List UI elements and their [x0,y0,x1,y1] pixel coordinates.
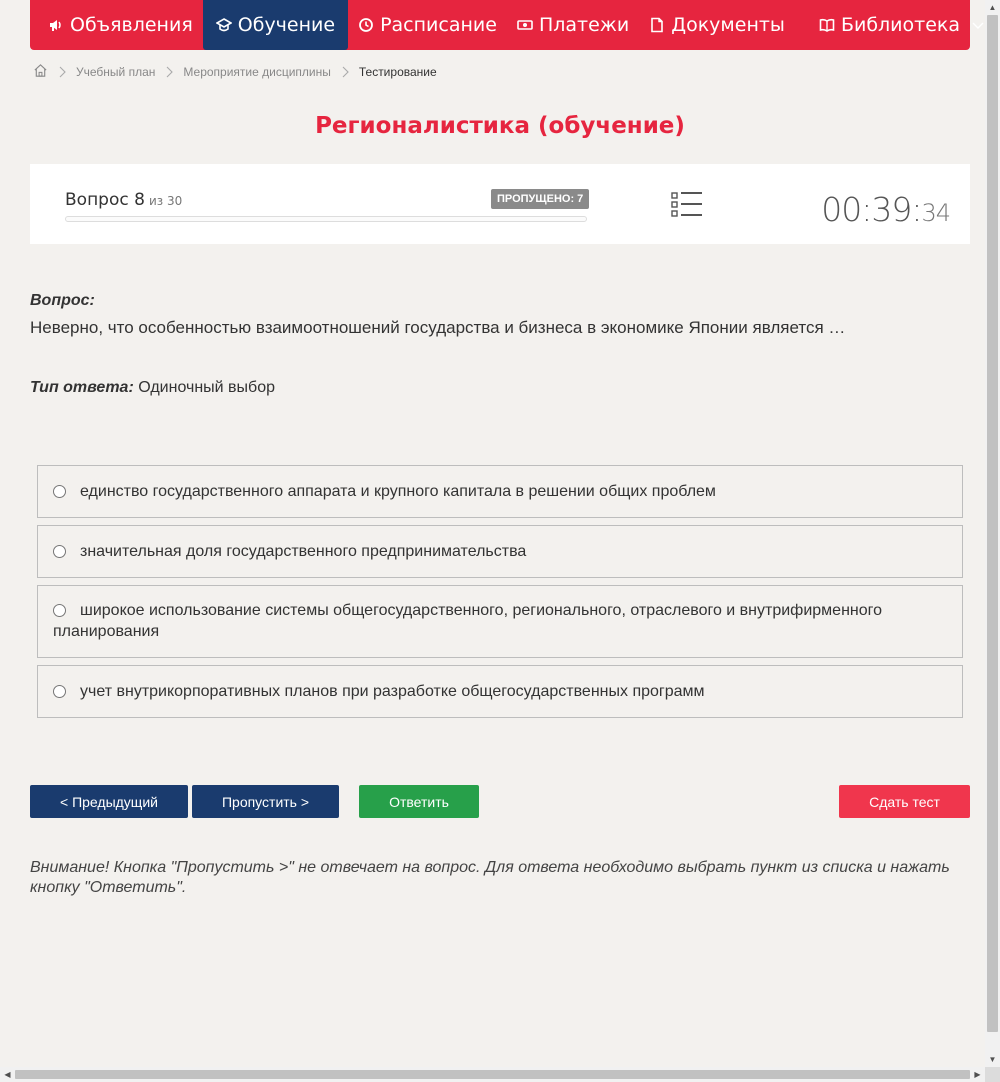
scroll-up-icon[interactable]: ▲ [988,3,997,12]
nav-item-label: Расписание [380,14,497,36]
nav-item-payments[interactable] [507,0,639,50]
answer-option-text: значительная доля государственного предпринимательства [80,543,527,560]
question-total: из 30 [148,194,183,208]
answer-option[interactable] [37,465,963,518]
radio-button[interactable] [53,604,66,617]
document-icon [649,17,665,33]
previous-button[interactable]: < Предыдущий [30,785,188,818]
radio-button[interactable] [53,685,66,698]
breadcrumb-item-discipline-event[interactable]: Мероприятие дисциплины [183,65,331,79]
money-icon [517,17,533,33]
chevron-down-icon [970,17,986,33]
question-word: Вопрос [65,190,129,210]
vertical-scroll-thumb[interactable] [987,15,998,1032]
quiz-status-panel [30,164,970,244]
nav-item-learning[interactable] [203,0,348,50]
horizontal-scroll-thumb[interactable] [15,1070,970,1079]
warning-text: Внимание! Кнопка "Пропустить >" не отвечает на вопрос. Для ответа необходимо выбрать пункт из списка и нажать кнопку "Ответить". [30,859,950,896]
nav-item-schedule[interactable] [348,0,507,50]
nav-item-announcements[interactable] [38,0,203,50]
question-counter [65,190,182,210]
page-title: Регионалистика (обучение) [315,113,685,139]
skipped-badge: ПРОПУЩЕНО: 7 [491,189,589,209]
skip-button[interactable]: Пропустить > [192,785,339,818]
question-heading: Вопрос: [30,292,95,309]
home-icon[interactable] [33,63,48,81]
graduation-cap-icon [216,17,232,33]
nav-item-documents[interactable] [639,0,795,50]
book-icon [819,17,835,33]
answer-type-value: Одиночный выбор [138,379,275,396]
scroll-right-icon[interactable]: ▶ [974,1070,981,1079]
nav-item-label: Обучение [237,14,336,36]
timer-seconds: 34 [921,199,950,227]
timer-main: 00:39: [821,190,922,229]
vertical-scrollbar[interactable] [985,0,1000,1067]
megaphone-icon [48,17,64,33]
answer-type [30,379,275,397]
horizontal-scrollbar[interactable] [0,1067,985,1082]
chevron-right-icon [58,66,66,78]
progress-bar [65,216,587,222]
main-nav [30,0,970,50]
submit-test-button[interactable]: Сдать тест [839,785,970,818]
scrollbar-corner [985,1067,1000,1082]
nav-item-label: Объявления [70,14,193,36]
question-list-icon[interactable] [671,191,703,221]
scroll-down-icon[interactable]: ▼ [988,1055,997,1064]
chevron-right-icon [165,66,173,78]
answer-option[interactable] [37,525,963,578]
radio-button[interactable] [53,545,66,558]
answer-option[interactable] [37,665,963,718]
scroll-left-icon[interactable]: ◀ [4,1070,11,1079]
breadcrumb-current: Тестирование [358,65,437,79]
answer-type-label: Тип ответа: [30,379,134,396]
timer [821,190,950,229]
chevron-right-icon [341,66,349,78]
answer-button[interactable]: Ответить [359,785,479,818]
nav-item-label: Библиотека [840,14,961,36]
nav-item-label: Платежи [538,14,630,36]
radio-button[interactable] [53,485,66,498]
question-number: 8 [134,190,145,210]
answer-option-text: широкое использование системы общегосударственного, регионального, отраслевого и внутрифирменного планирования [53,602,883,640]
nav-item-label: Документы [671,14,785,36]
answer-option-text: единство государственного аппарата и крупного капитала в решении общих проблем [80,483,716,500]
question-text: Неверно, что особенностью взаимоотношений государства и бизнеса в экономике Японии является … [30,318,846,337]
clock-icon [358,17,374,33]
breadcrumb-item-curriculum[interactable]: Учебный план [76,65,156,79]
answer-option-text: учет внутрикорпоративных планов при разработке общегосударственных программ [80,683,705,700]
breadcrumb [33,62,437,82]
nav-item-library[interactable] [809,0,996,50]
answer-option[interactable] [37,585,963,658]
